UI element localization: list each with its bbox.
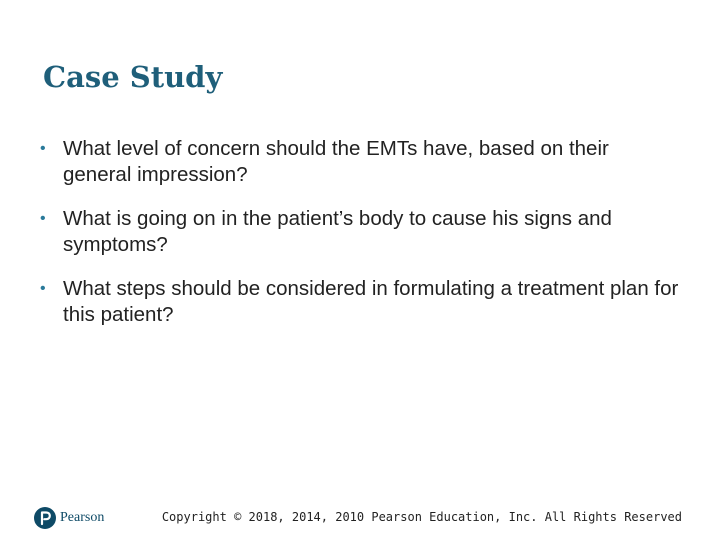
bullet-item xyxy=(40,136,680,188)
bullet-list xyxy=(40,136,680,346)
bullet-text: What steps should be considered in formulating a treatment plan for this patient? xyxy=(63,277,679,326)
logo-text: Pearson xyxy=(60,510,105,525)
bullet-text: What level of concern should the EMTs have, based on their general impression? xyxy=(63,137,609,186)
bullet-marker: • xyxy=(40,210,46,227)
copyright-notice: Copyright © 2018, 2014, 2010 Pearson Education, Inc. All Rights Reserved xyxy=(161,510,682,524)
slide-title: Case Study xyxy=(43,60,223,94)
bullet-item xyxy=(40,206,680,258)
pearson-logo xyxy=(34,506,104,530)
pearson-p-logo-icon xyxy=(34,507,56,529)
bullet-marker: • xyxy=(40,280,46,297)
bullet-text: What is going on in the patient’s body to cause his signs and symptoms? xyxy=(63,207,612,256)
bullet-item xyxy=(40,276,680,328)
bullet-marker: • xyxy=(40,140,46,157)
